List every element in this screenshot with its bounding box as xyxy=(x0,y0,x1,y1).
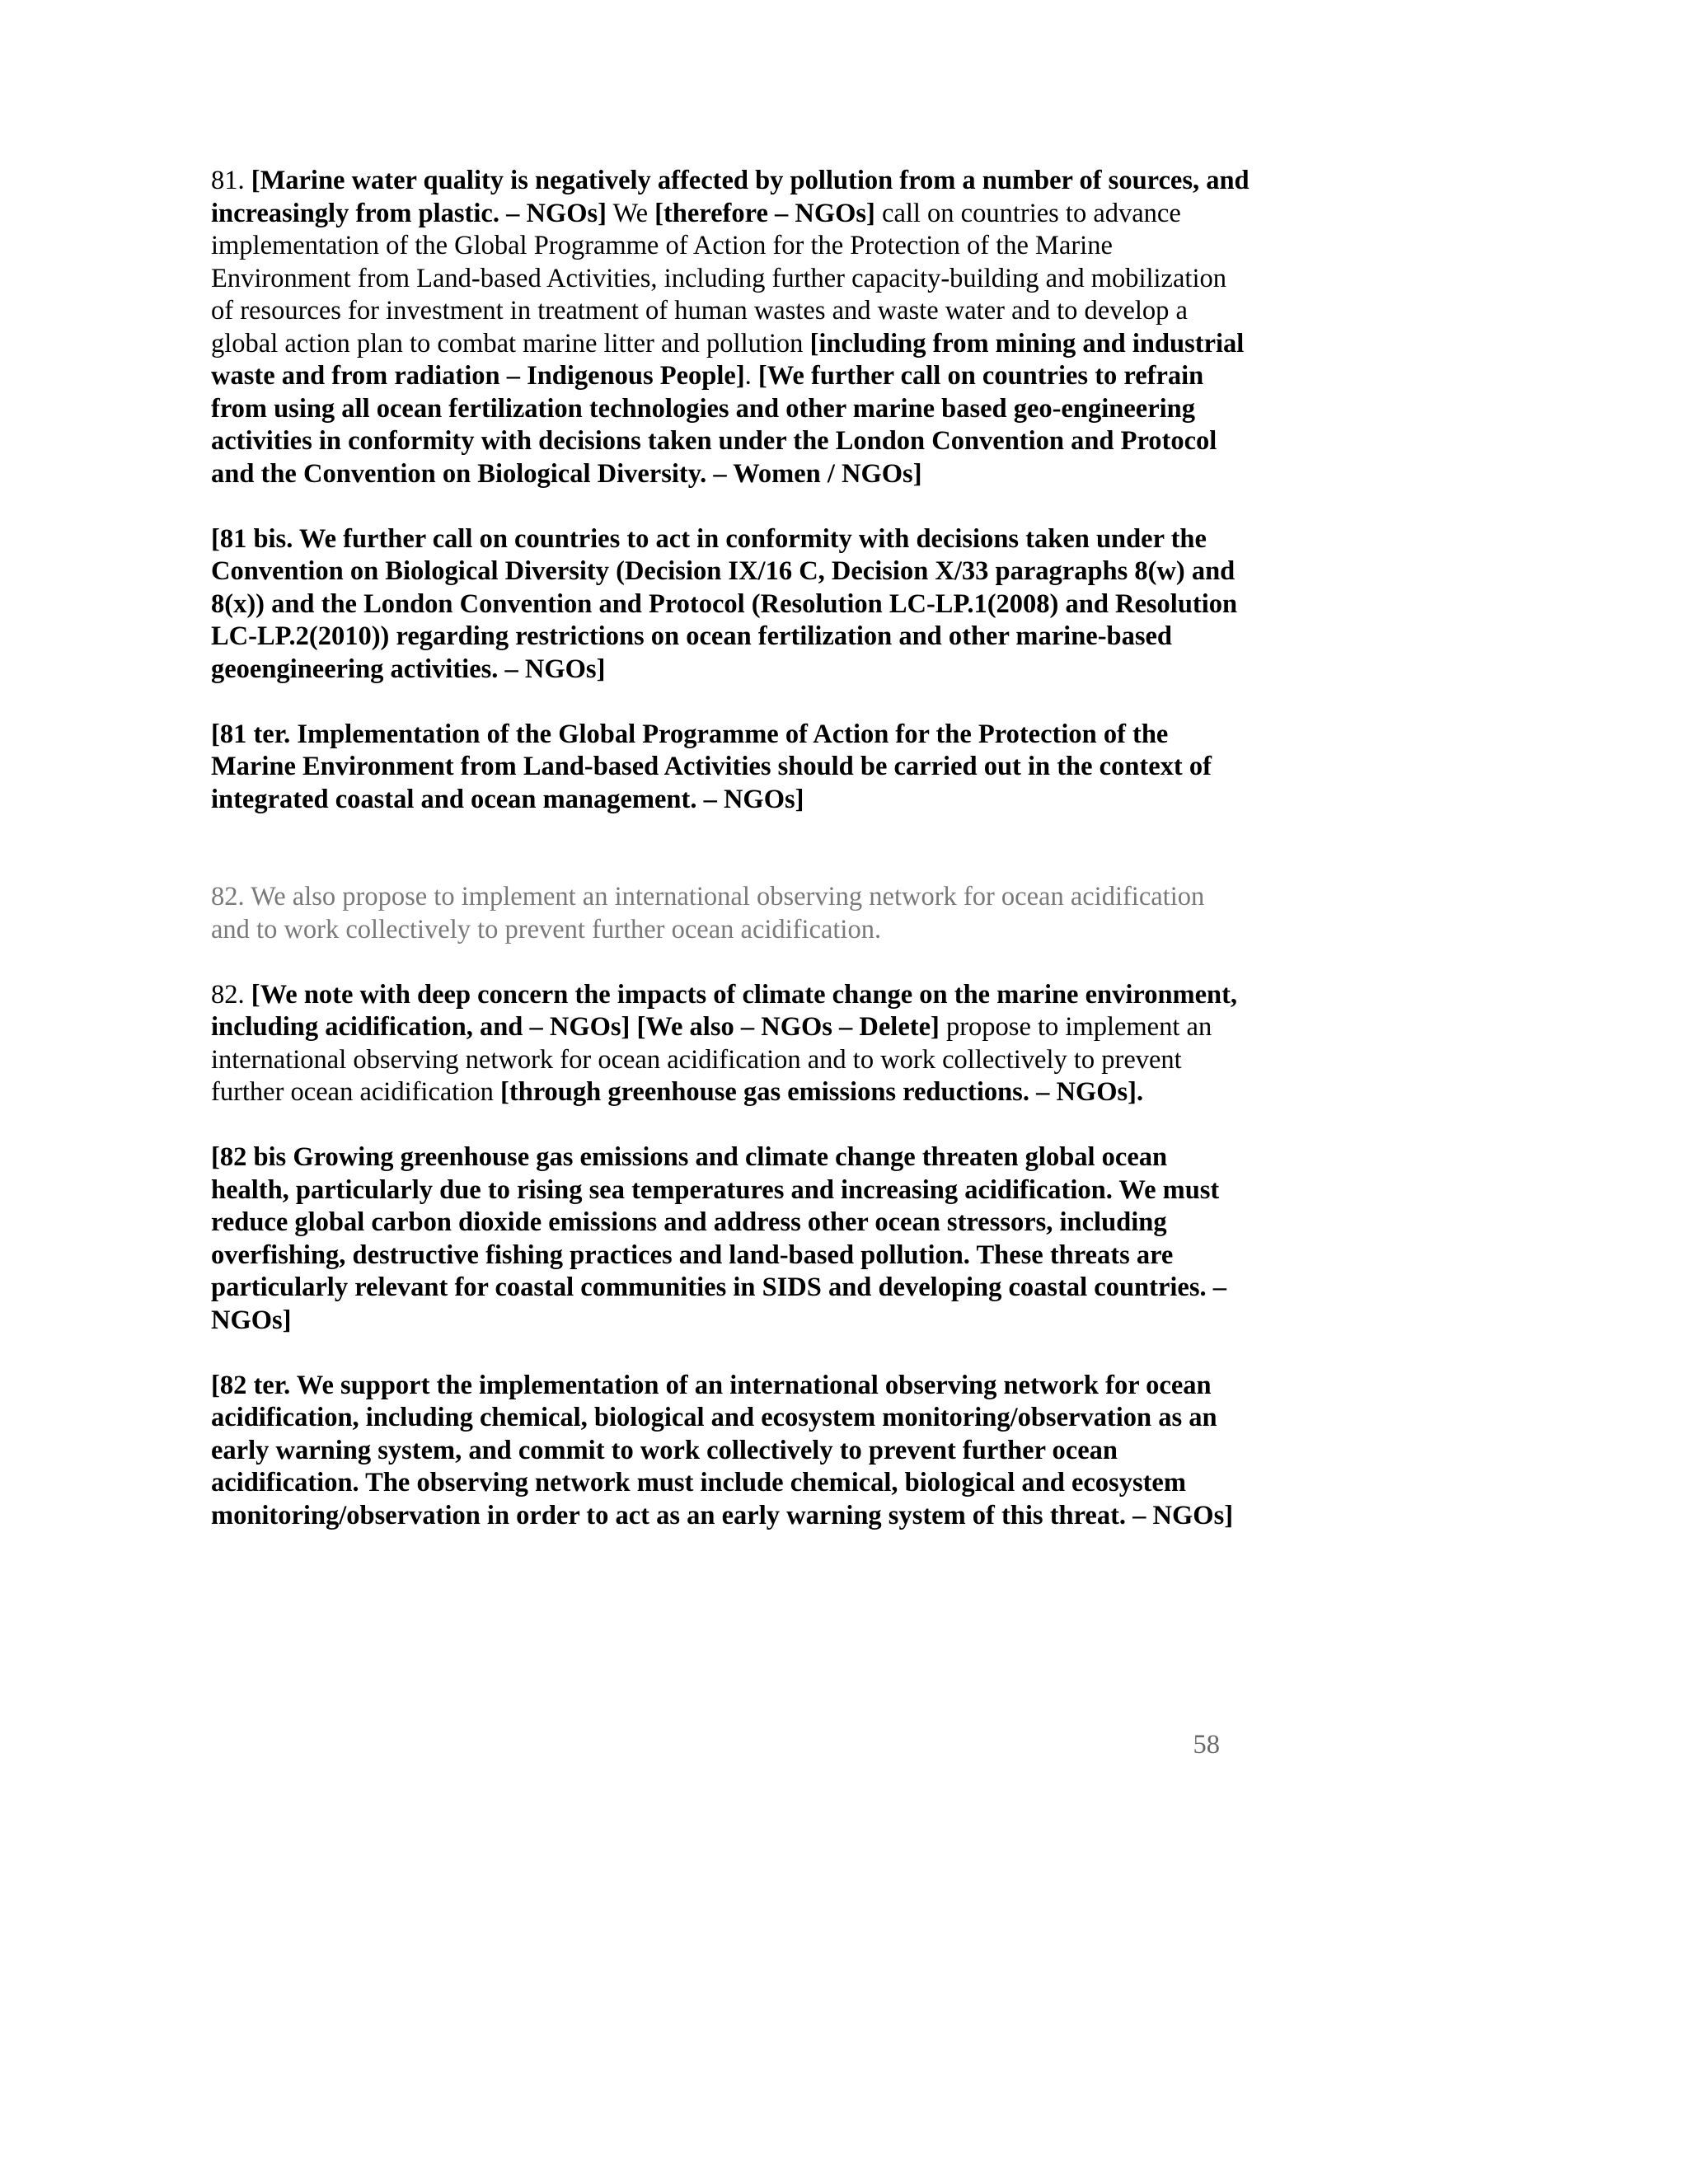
paragraph-82 xyxy=(211,979,1250,1109)
paragraph-82-ter: [82 ter. We support the implementation of an international observing network for ocean acidification, including chemical, biological and ecosystem monitoring/observation as an early warning system, and commit to work collectively to prevent further ocean acidification. The observing network must include chemical, biological and ecosystem monitoring/observation in order to act as an early warning system of this threat. – NGOs] xyxy=(211,1370,1234,1530)
indigenous-insertion: [including from mining and industrial waste and from radiation – Indigenous People] xyxy=(211,328,1245,391)
paragraph-81 xyxy=(211,165,1250,490)
document-body xyxy=(211,165,1250,1565)
paragraph-81-bis: [81 bis. We further call on countries to act in conformity with decisions taken under the Convention on Biological Diversity (Decision IX/16 C, Decision X/33 paragraphs 8(w) and 8(x)) and the London Convention and Protocol (Resolution LC-LP.1(2008) and Resolution LC-LP.2(2010)) regarding restrictions on ocean fertilization and other marine-based geoengineering activities. – NGOs] xyxy=(211,523,1238,684)
paragraph-text: . xyxy=(744,361,758,391)
paragraph-number: 82. xyxy=(211,979,251,1010)
ngo-insertion: [Marine water quality is negatively affected by pollution from a number of sources, and increasingly from plastic. – NGOs] xyxy=(211,166,1250,228)
ngo-insertion: [therefore – NGOs] xyxy=(654,198,875,228)
paragraph-text: We xyxy=(606,198,655,228)
ngo-insertion: [We note with deep concern the impacts of climate change on the marine environment, including acidification, and – NGOs] [We also – NGOs – Delete] xyxy=(211,979,1238,1042)
page-number: 58 xyxy=(1193,1730,1220,1760)
paragraph-82-original: 82. We also propose to implement an international observing network for ocean acidification and to work collectively to prevent further ocean acidification. xyxy=(211,882,1205,944)
paragraph-number: 81. xyxy=(211,166,251,195)
paragraph-text: . xyxy=(1136,1077,1144,1107)
paragraph-text: call on countries to advance implementation of the Global Programme of Action for the Protection of the Marine Environment from Land-based Activities, including further capacity-building and mobilization of resources for investment in treatment of human wastes and waste water and to develop a global action plan to combat marine litter and pollution xyxy=(211,198,1226,359)
ngo-insertion: [through greenhouse gas emissions reductions. – NGOs] xyxy=(500,1077,1137,1107)
paragraph-81-ter: [81 ter. Implementation of the Global Programme of Action for the Protection of the Marine Environment from Land-based Activities should be carried out in the context of integrated coastal and ocean management. – NGOs] xyxy=(211,719,1212,814)
paragraph-text: propose to implement an international observing network for ocean acidification and to work collectively to prevent further ocean acidification xyxy=(211,1012,1212,1107)
women-ngo-insertion: [We further call on countries to refrain from using all ocean fertilization technologies and other marine based geo-engineering activities in conformity with decisions taken under the London Convention and Protocol and the Convention on Biological Diversity. – Women / NGOs] xyxy=(211,361,1217,489)
paragraph-82-bis: [82 bis Growing greenhouse gas emissions and climate change threaten global ocean health, particularly due to rising sea temperatures and increasing acidification. We must reduce global carbon dioxide emissions and address other ocean stressors, including overfishing, destructive fishing practices and land-based pollution. These threats are particularly relevant for coastal communities in SIDS and developing coastal countries. – NGOs] xyxy=(211,1142,1226,1335)
